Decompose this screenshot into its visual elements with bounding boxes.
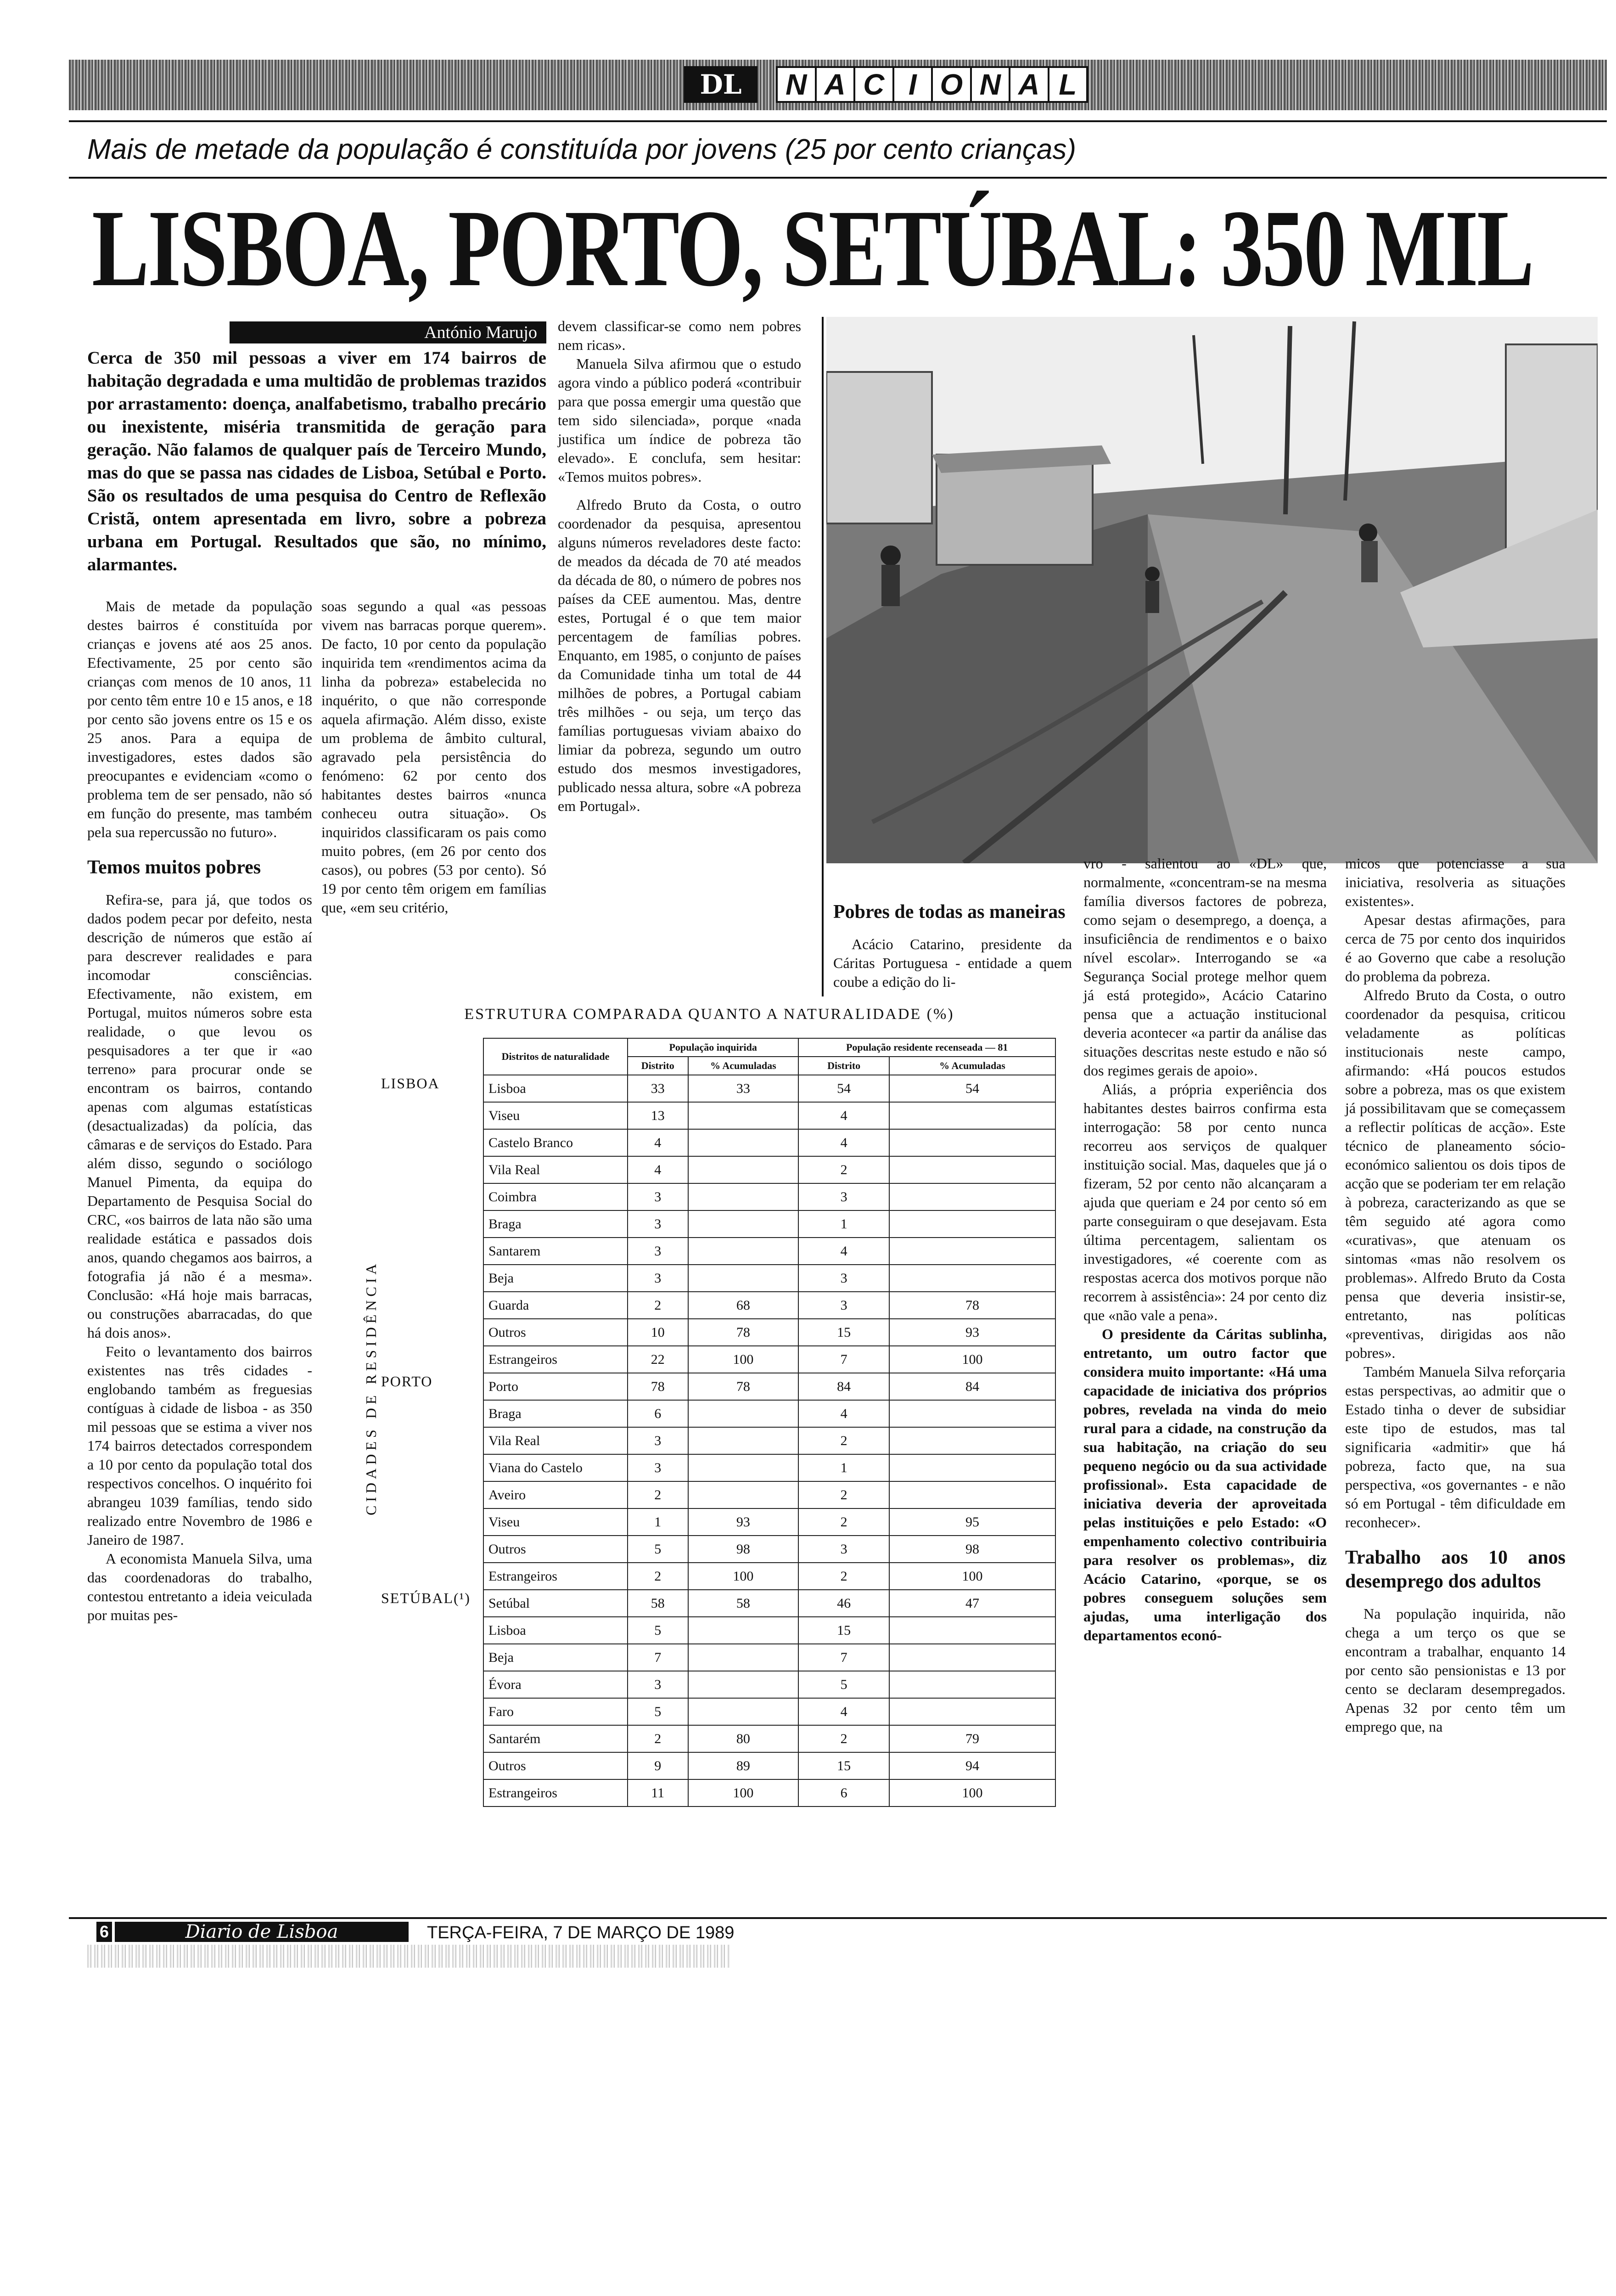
value-cell: 94	[889, 1752, 1055, 1779]
value-cell: 2	[798, 1563, 889, 1590]
paragraph: Refira-se, para já, que todos os dados podem pecar por defeito, nesta descrição de números que estão aí para descrever realidades e para incomodar consciências. Efectivamente, não existem, em Portugal, muitos números sobre esta realidade, o que levou os pesquisadores a ter que ir «ao terreno» para procurar onde se encontram os bairros, contando apenas com algumas estatísticas (desactualizadas) da polícia, das câmaras e de serviços do Estado. Para além disso, segundo o sociólogo Manuel Pimenta, da equipa do Departamento de Pesquisa Social do CRC, «os bairros de lata não são uma realidade estática e passados dois anos, quando chegamos aos bairros, a fotografia já não é a mesma». Conclusão: «Há hoje mais barracas, ou construções abarracadas, do que há dois anos».	[87, 891, 312, 1341]
value-cell: 4	[798, 1400, 889, 1427]
district-cell: Lisboa	[483, 1075, 628, 1102]
city-label	[376, 1129, 483, 1156]
value-cell	[889, 1671, 1055, 1698]
value-cell: 95	[889, 1508, 1055, 1536]
table-body	[376, 1075, 1055, 1806]
value-cell	[688, 1454, 799, 1481]
value-cell: 5	[628, 1617, 688, 1644]
table-row	[376, 1346, 1055, 1373]
table-row	[376, 1617, 1055, 1644]
table-row	[376, 1508, 1055, 1536]
value-cell: 3	[628, 1427, 688, 1454]
value-cell: 1	[798, 1210, 889, 1238]
city-label: LISBOA	[381, 1075, 440, 1092]
paragraph: O presidente da Cáritas sublinha, entretanto, um outro factor que considera muito importante: «Há uma capacidade de iniciativa dos próprios pobres, revelada na vinda do meio rural para a cidade, na construção da sua habitação, na criação do seu pequeno negócio ou da sua actividade profissional». Esta capacidade de iniciativa deveria der aproveitada pelas instituições e pelo Estado: «O empenhamento colectivo contribuiria para resolver os problemas», diz Acácio Catarino, «porque, se os pobres conseguem soluções sem ajudas, uma interligação dos departamentos econó-	[1083, 1326, 1327, 1643]
value-cell: 15	[798, 1319, 889, 1346]
table-row	[376, 1210, 1055, 1238]
table-row	[376, 1671, 1055, 1698]
value-cell: 93	[889, 1319, 1055, 1346]
masthead-bar	[69, 60, 1607, 110]
value-cell: 93	[688, 1508, 799, 1536]
rule	[69, 1917, 1607, 1919]
column-5	[1083, 854, 1327, 1645]
value-cell: 3	[798, 1292, 889, 1319]
section-letter: N	[972, 68, 1011, 101]
table-row	[376, 1590, 1055, 1617]
value-cell	[889, 1454, 1055, 1481]
value-cell	[889, 1102, 1055, 1129]
value-cell: 15	[798, 1752, 889, 1779]
city-label	[376, 1481, 483, 1508]
value-cell: 7	[628, 1644, 688, 1671]
city-label	[376, 1671, 483, 1698]
subheading: Pobres de todas as maneiras	[833, 901, 1066, 923]
value-cell	[889, 1156, 1055, 1183]
value-cell	[889, 1238, 1055, 1265]
district-cell: Coimbra	[483, 1183, 628, 1210]
value-cell: 4	[628, 1156, 688, 1183]
district-cell: Braga	[483, 1210, 628, 1238]
value-cell: 7	[798, 1346, 889, 1373]
district-cell: Viseu	[483, 1508, 628, 1536]
value-cell	[688, 1129, 799, 1156]
table-row	[376, 1779, 1055, 1806]
value-cell	[688, 1481, 799, 1508]
photo-illustration	[826, 317, 1598, 863]
value-cell: 58	[688, 1590, 799, 1617]
value-cell: 6	[798, 1779, 889, 1806]
paragraph: Também Manuela Silva reforçaria estas perspectivas, ao admitir que o Estado tinha o dever de subsidiar este tipo de estudos, mas tal significaria «admitir» que há pobreza, facto que, na sua perspectiva, «os governantes - e não só em Portugal - têm dificuldade em reconhecer».	[1345, 1363, 1566, 1531]
city-label	[376, 1427, 483, 1454]
paragraph: soas segundo a qual «as pessoas vivem nas barracas porque querem». De facto, 10 por cento da população inquirida tem «rendimentos acima da linha da pobreza» estabelecida no inquérito, o que não corresponde aquela afirmação. Além disso, existe um problema de âmbito cultural, agravado pela persistência do fenómeno: 62 por cento dos habitantes destes bairros «nunca conheceu outra situação». Os inquiridos classificaram os pais como muito pobres, (em 26 por cento dos casos), ou pobres (53 por cento). Só 19 por cento têm origem em famílias que, «em seu critério,	[321, 598, 546, 916]
scan-noise	[87, 1945, 730, 1968]
table-row	[376, 1265, 1055, 1292]
value-cell: 2	[798, 1725, 889, 1752]
page-number: 6	[96, 1922, 112, 1942]
paragraph: Alfredo Bruto da Costa, o outro coordenador da pesquisa, criticou veladamente as políticas institucionais neste campo, afirmando: «Há poucos estudos sobre a pobreza, mas os que existem já possibilitavam que se começassem a reflectir políticas de acção». Este técnico de planeamento sócio-económico salientou os dois tipos de acção que se poderiam ter em relação à pobreza, caracterizando as que se têm seguido até agora como «curativas», que atenuam os sintomas «mas não resolvem os problemas». Alfredo Bruto da Costa pensa que deveria insistir-se, entretanto, nas políticas «preventivas, dirigidas aos não pobres».	[1345, 987, 1566, 1361]
table-row	[376, 1373, 1055, 1400]
value-cell	[889, 1481, 1055, 1508]
section-label	[776, 66, 1088, 103]
value-cell: 4	[798, 1102, 889, 1129]
paragraph: devem classificar-se como nem pobres nem ricas».	[558, 318, 801, 353]
value-cell	[688, 1671, 799, 1698]
district-cell: Vila Real	[483, 1156, 628, 1183]
paragraph: vro - salientou ao «DL» que, normalmente, «concentram-se na mesma família diversos factores de pobreza, como sejam o desemprego, a doença, a insuficiência de rendimentos e o baixo nível escolar». Interrogando se «a Segurança Social protege melhor quem já está protegido», Acácio Catarino pensa que a actuação institucional deveria acontecer «a partir da análise das situações descritas neste estudo e não só dos regimes gerais de apoio».	[1083, 855, 1327, 1079]
district-cell: Viana do Castelo	[483, 1454, 628, 1481]
city-label	[376, 1698, 483, 1725]
value-cell: 68	[688, 1292, 799, 1319]
paragraph: Na população inquirida, não chega a um terço os que se encontram a trabalhar, enquanto 14 por cento são pensionistas e 13 por cento se declaram desempregados. Apenas 32 por cento têm um emprego que, na	[1345, 1605, 1566, 1735]
column-rule	[822, 317, 824, 996]
value-cell: 2	[798, 1481, 889, 1508]
paragraph: Apesar destas afirmações, para cerca de 75 por cento dos inquiridos é ao Governo que cabe a resolução do problema da pobreza.	[1345, 912, 1566, 985]
value-cell	[889, 1265, 1055, 1292]
value-cell: 2	[798, 1156, 889, 1183]
shantytown-photo	[826, 317, 1598, 863]
city-label	[376, 1210, 483, 1238]
header-acum: % Acumuladas	[889, 1057, 1055, 1075]
value-cell: 33	[688, 1075, 799, 1102]
value-cell: 4	[798, 1129, 889, 1156]
header-distrito: Distrito	[798, 1057, 889, 1075]
paragraph: A economista Manuela Silva, uma das coordenadoras do trabalho, contestou entretanto a ideia veiculada por muitas pes-	[87, 1550, 312, 1623]
value-cell	[889, 1400, 1055, 1427]
paragraph: micos que potenciasse a sua iniciativa, resolveria as situações existentes».	[1345, 855, 1566, 909]
value-cell: 3	[628, 1265, 688, 1292]
district-cell: Santarem	[483, 1238, 628, 1265]
city-label	[376, 1779, 483, 1806]
city-label: SETÚBAL(¹)	[381, 1590, 471, 1606]
value-cell: 2	[628, 1563, 688, 1590]
city-label	[376, 1346, 483, 1373]
city-label	[376, 1238, 483, 1265]
paragraph: Acácio Catarino, presidente da Cáritas Portuguesa - entidade a quem coube a edição do li-	[833, 936, 1072, 990]
value-cell: 2	[798, 1508, 889, 1536]
value-cell	[889, 1129, 1055, 1156]
district-cell: Estrangeiros	[483, 1346, 628, 1373]
value-cell: 100	[688, 1346, 799, 1373]
district-cell: Estrangeiros	[483, 1563, 628, 1590]
table-title: ESTRUTURA COMPARADA QUANTO A NATURALIDADE (%)	[464, 1006, 954, 1023]
paragraph: Aliás, a própria experiência dos habitantes destes bairros confirma esta interrogação: 58 por cento nunca recorreu aos serviços de qualquer instituição social. Mas, daqueles que já o fizeram, 52 por cento não alcançaram a ajuda que queriam e 24 por cento só em parte conseguiram o que desejavam. Esta última percentagem, salientam os investigadores, «é coerente com as respostas acerca dos motivos porque não recorrem à assistência»: 24 por cento diz que «não vale a pena».	[1083, 1081, 1327, 1323]
table-row	[376, 1400, 1055, 1427]
city-label	[376, 1454, 483, 1481]
table-row	[376, 1752, 1055, 1779]
value-cell: 7	[798, 1644, 889, 1671]
section-letter: C	[855, 68, 894, 101]
district-cell: Outros	[483, 1752, 628, 1779]
value-cell: 2	[798, 1427, 889, 1454]
table-row	[376, 1102, 1055, 1129]
paragraph: Mais de metade da população destes bairros é constituída por crianças e jovens até aos 25 anos. Efectivamente, 25 por cento são crianças com menos de 10 anos, 11 por cento têm entre 10 e 15 anos, e 18 por cento são jovens entre os 15 e os 25 anos. Para a equipa de investigadores, estes dados são preocupantes e evidenciam «como o problema tem de ser pensado, não só em função do presente, mas também pela sua repercussão no futuro».	[87, 598, 312, 840]
table-row	[376, 1075, 1055, 1102]
value-cell: 47	[889, 1590, 1055, 1617]
section-letter: A	[1010, 68, 1049, 101]
section-letter: A	[817, 68, 856, 101]
subheading: Trabalho aos 10 anos desemprego dos adultos	[1345, 1547, 1566, 1592]
value-cell: 100	[688, 1779, 799, 1806]
header-acum: % Acumuladas	[688, 1057, 799, 1075]
district-cell: Braga	[483, 1400, 628, 1427]
lead-paragraph: Cerca de 350 mil pessoas a viver em 174 bairros de habitação degradada e uma multidão de problemas trazidos por arrastamento: doença, analfabetismo, trabalho precário ou inexistente, miséria transmitida de geração para geração. Não falamos de qualquer país de Terceiro Mundo, mas do que se passa nas cidades de Lisboa, Setúbal e Porto. São os resultados de uma pesquisa do Centro de Reflexão Cristã, ontem apresentada em livro, sobre a pobreza urbana em Portugal. Resultados que são, no mínimo, alarmantes.	[87, 348, 546, 574]
district-cell: Castelo Branco	[483, 1129, 628, 1156]
value-cell	[688, 1156, 799, 1183]
table-row	[376, 1725, 1055, 1752]
value-cell	[688, 1698, 799, 1725]
value-cell: 54	[798, 1075, 889, 1102]
value-cell: 3	[628, 1210, 688, 1238]
table-row	[376, 1183, 1055, 1210]
section-letter: N	[778, 68, 817, 101]
value-cell: 1	[798, 1454, 889, 1481]
value-cell: 13	[628, 1102, 688, 1129]
city-label	[376, 1508, 483, 1536]
value-cell: 54	[889, 1075, 1055, 1102]
table-row	[376, 1563, 1055, 1590]
column-2	[321, 597, 546, 917]
district-cell: Faro	[483, 1698, 628, 1725]
district-cell: Outros	[483, 1319, 628, 1346]
value-cell: 15	[798, 1617, 889, 1644]
value-cell: 3	[628, 1671, 688, 1698]
value-cell: 6	[628, 1400, 688, 1427]
value-cell: 100	[889, 1346, 1055, 1373]
value-cell: 1	[628, 1508, 688, 1536]
district-cell: Aveiro	[483, 1481, 628, 1508]
value-cell: 4	[798, 1238, 889, 1265]
table-row	[376, 1644, 1055, 1671]
district-cell: Vila Real	[483, 1427, 628, 1454]
value-cell: 2	[628, 1292, 688, 1319]
value-cell: 100	[889, 1779, 1055, 1806]
city-label: PORTO	[381, 1373, 433, 1390]
district-cell: Évora	[483, 1671, 628, 1698]
value-cell	[688, 1238, 799, 1265]
value-cell: 98	[688, 1536, 799, 1563]
city-label	[376, 1752, 483, 1779]
value-cell: 4	[628, 1129, 688, 1156]
value-cell	[688, 1210, 799, 1238]
value-cell: 78	[688, 1373, 799, 1400]
value-cell: 3	[798, 1183, 889, 1210]
city-label	[376, 1536, 483, 1563]
newspaper-name: Diario de Lisboa	[115, 1922, 409, 1942]
rule	[69, 177, 1607, 179]
headline: LISBOA, PORTO, SETÚBAL: 350 MIL	[92, 187, 1533, 309]
value-cell: 9	[628, 1752, 688, 1779]
city-label	[376, 1183, 483, 1210]
value-cell	[889, 1644, 1055, 1671]
district-cell: Lisboa	[483, 1617, 628, 1644]
value-cell	[889, 1617, 1055, 1644]
value-cell: 84	[798, 1373, 889, 1400]
rule	[69, 120, 1607, 122]
city-label	[376, 1644, 483, 1671]
value-cell	[688, 1265, 799, 1292]
table-row	[376, 1156, 1055, 1183]
kicker: Mais de metade da população é constituída por jovens (25 por cento crianças)	[87, 134, 1077, 165]
column-1	[87, 597, 312, 1625]
district-cell: Guarda	[483, 1292, 628, 1319]
value-cell: 84	[889, 1373, 1055, 1400]
table-row	[376, 1292, 1055, 1319]
value-cell: 5	[628, 1536, 688, 1563]
value-cell: 100	[889, 1563, 1055, 1590]
column-4	[833, 900, 1072, 991]
value-cell: 22	[628, 1346, 688, 1373]
value-cell: 79	[889, 1725, 1055, 1752]
value-cell	[688, 1617, 799, 1644]
value-cell: 2	[628, 1481, 688, 1508]
city-label	[376, 1617, 483, 1644]
value-cell: 3	[628, 1238, 688, 1265]
value-cell	[889, 1210, 1055, 1238]
value-cell: 46	[798, 1590, 889, 1617]
data-table	[376, 1038, 1056, 1807]
header-districts: Distritos de naturalidade	[483, 1038, 628, 1075]
value-cell: 4	[798, 1698, 889, 1725]
table-row	[376, 1238, 1055, 1265]
district-cell: Outros	[483, 1536, 628, 1563]
table-row	[376, 1536, 1055, 1563]
subheading: Temos muitos pobres	[87, 857, 261, 878]
value-cell	[889, 1698, 1055, 1725]
city-label	[376, 1725, 483, 1752]
value-cell	[688, 1183, 799, 1210]
byline: António Marujo	[230, 321, 546, 343]
value-cell	[688, 1102, 799, 1129]
value-cell: 3	[628, 1183, 688, 1210]
value-cell	[688, 1644, 799, 1671]
table-row	[376, 1129, 1055, 1156]
value-cell: 5	[798, 1671, 889, 1698]
value-cell: 98	[889, 1536, 1055, 1563]
value-cell: 5	[628, 1698, 688, 1725]
district-cell: Setúbal	[483, 1590, 628, 1617]
paragraph: Feito o levantamento dos bairros existentes nas três cidades - englobando também as freguesias contíguas à cidade de lisboa - as 350 mil pessoas que se estima a viver nos 174 bairros detectados correspondem a 10 por cento da população total dos respectivos concelhos. O inquérito foi abrangeu 1039 famílias, tendo sido realizado entre Novembro de 1986 e Janeiro de 1987.	[87, 1343, 312, 1548]
city-label	[376, 1156, 483, 1183]
city-label	[376, 1265, 483, 1292]
header-pop-inq: População inquirida	[628, 1038, 798, 1057]
value-cell: 11	[628, 1779, 688, 1806]
table-row	[376, 1319, 1055, 1346]
city-label	[376, 1102, 483, 1129]
district-cell: Viseu	[483, 1102, 628, 1129]
paragraph: Manuela Silva afirmou que o estudo agora vindo a público poderá «contribuir para que possa emergir uma questão que tem sido silenciada», porque «nada justifica um índice de pobreza tão elevado». E conclufa, sem hesitar: «Temos muitos pobres».	[558, 355, 801, 485]
header-distrito: Distrito	[628, 1057, 688, 1075]
value-cell: 89	[688, 1752, 799, 1779]
value-cell: 80	[688, 1725, 799, 1752]
value-cell: 3	[628, 1454, 688, 1481]
column-6	[1345, 854, 1566, 1736]
district-cell: Porto	[483, 1373, 628, 1400]
value-cell: 58	[628, 1590, 688, 1617]
issue-date: TERÇA-FEIRA, 7 DE MARÇO DE 1989	[427, 1923, 735, 1942]
section-letter: I	[894, 68, 933, 101]
section-letter: O	[933, 68, 972, 101]
header-pop-res: População residente recenseada — 81	[798, 1038, 1055, 1057]
city-label	[376, 1319, 483, 1346]
value-cell: 78	[889, 1292, 1055, 1319]
district-cell: Santarém	[483, 1725, 628, 1752]
paragraph: Alfredo Bruto da Costa, o outro coordenador da pesquisa, apresentou alguns números reveladores deste facto: de meados da década de 70 até meados da década de 80, o número de pobres nos países da CEE aumentou. Mas, dentre estes, Portugal é o que tem maior percentagem de famílias pobres. Enquanto, em 1985, o conjunto de países da Comunidade tinha um total de 44 milhões de pobres, a Portugal cabiam três milhões - ou seja, um terço das famílias portuguesas viviam abaixo do limiar da pobreza, segundo um outro estudo dos mesmos investigadores, publicado nessa altura, sobre «A pobreza em Portugal».	[558, 496, 801, 814]
value-cell	[688, 1400, 799, 1427]
table-row	[376, 1427, 1055, 1454]
value-cell: 10	[628, 1319, 688, 1346]
column-3	[558, 317, 801, 816]
table-row	[376, 1481, 1055, 1508]
value-cell: 2	[628, 1725, 688, 1752]
city-label	[376, 1292, 483, 1319]
value-cell: 78	[688, 1319, 799, 1346]
city-label	[376, 1563, 483, 1590]
value-cell: 100	[688, 1563, 799, 1590]
value-cell	[889, 1183, 1055, 1210]
section-letter: L	[1059, 68, 1077, 101]
value-cell	[688, 1427, 799, 1454]
table-row	[376, 1454, 1055, 1481]
newspaper-logo: DL	[684, 66, 758, 103]
district-cell: Beja	[483, 1644, 628, 1671]
city-label	[376, 1400, 483, 1427]
district-cell: Estrangeiros	[483, 1779, 628, 1806]
table-vertical-label: CIDADES DE RESIDÊNCIA	[363, 1260, 379, 1515]
value-cell: 3	[798, 1265, 889, 1292]
district-cell: Beja	[483, 1265, 628, 1292]
value-cell: 78	[628, 1373, 688, 1400]
value-cell	[889, 1427, 1055, 1454]
naturality-table	[349, 1001, 1070, 1887]
value-cell: 3	[798, 1536, 889, 1563]
value-cell: 33	[628, 1075, 688, 1102]
table-row	[376, 1698, 1055, 1725]
